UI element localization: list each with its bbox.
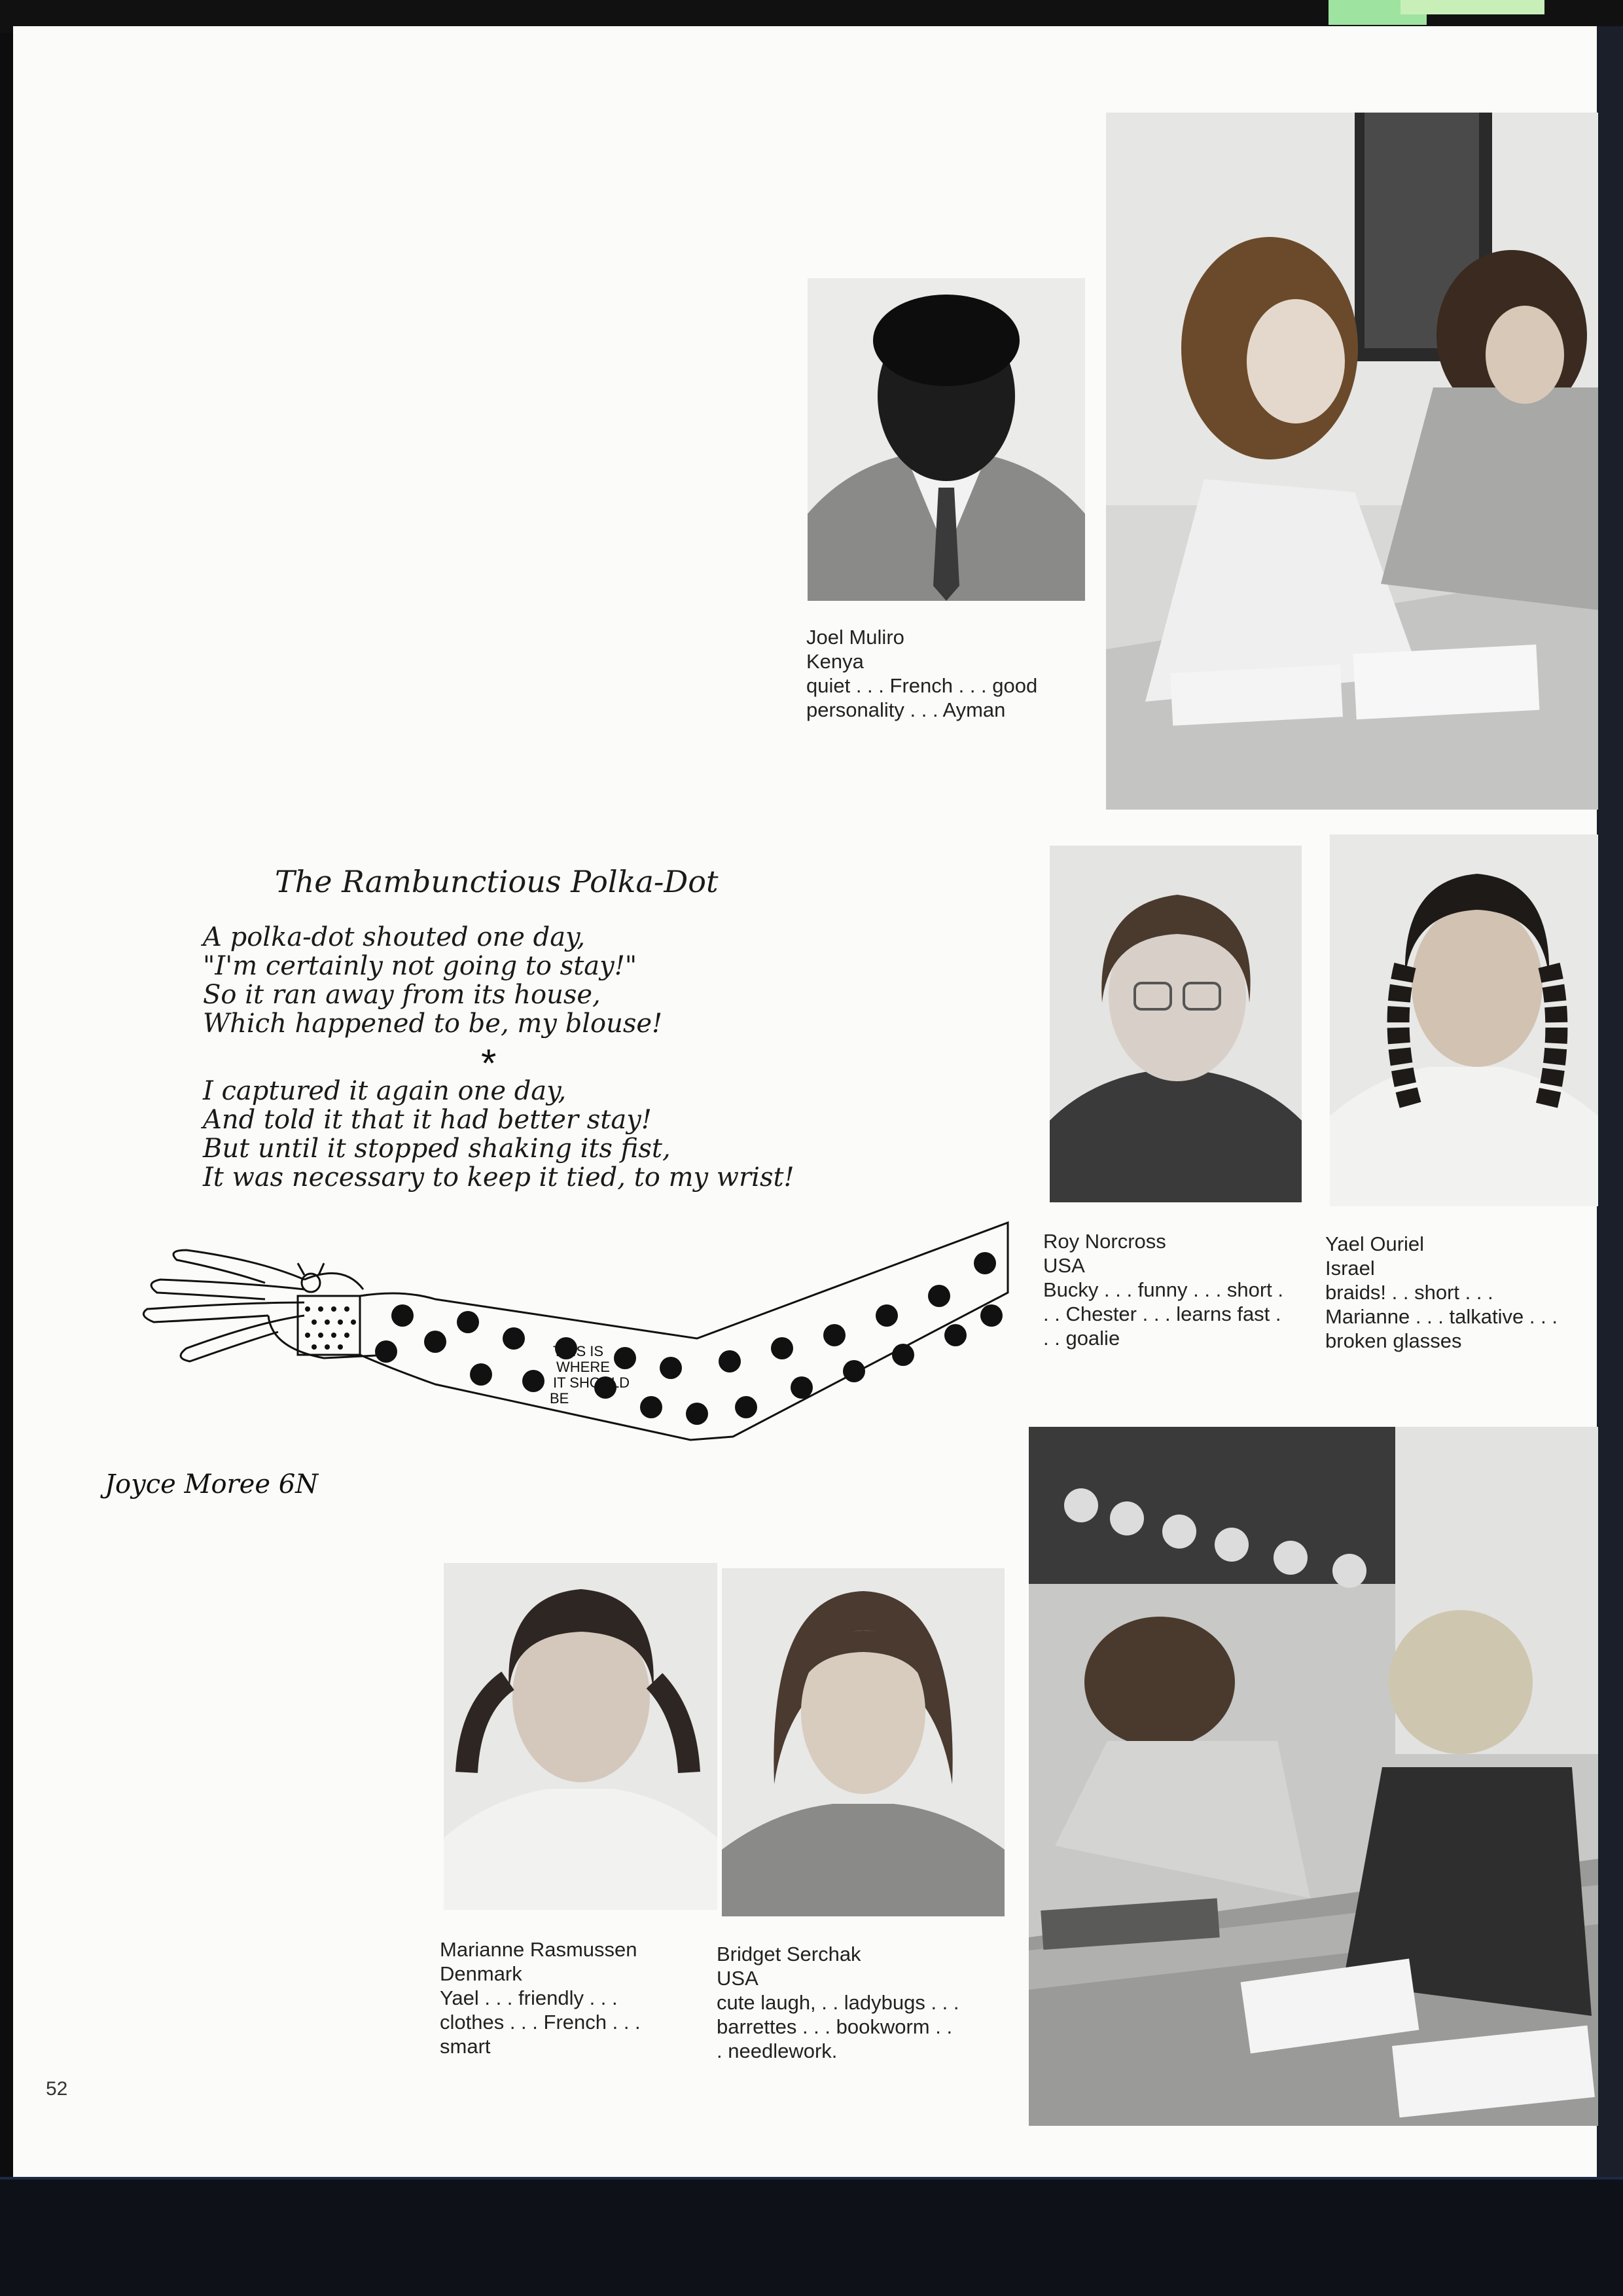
student-notes: . . goalie xyxy=(1043,1327,1120,1350)
caption-yael-ouriel xyxy=(1325,1232,1558,1353)
student-notes: smart xyxy=(440,2035,491,2058)
poem-line: I captured it again one day, xyxy=(203,1076,567,1106)
portrait-yael-ouriel xyxy=(1330,834,1598,1206)
poem-stanza-2 xyxy=(203,1077,962,1192)
student-notes: clothes . . . French . . . xyxy=(440,2011,641,2034)
book-binding-edge xyxy=(1597,26,1623,2186)
student-country: Kenya xyxy=(806,650,864,673)
student-notes: personality . . . Ayman xyxy=(806,698,1006,721)
student-name: Bridget Serchak xyxy=(717,1943,861,1965)
student-notes: braids! . . short . . . xyxy=(1325,1281,1493,1304)
student-name: Yael Ouriel xyxy=(1325,1232,1425,1255)
student-notes: . needlework. xyxy=(717,2039,838,2062)
arm-label: THIS IS xyxy=(553,1343,604,1359)
poem-line: Which happened to be, my blouse! xyxy=(203,1009,663,1039)
page-number: 52 xyxy=(46,2078,68,2100)
student-notes: barrettes . . . bookworm . . xyxy=(717,2015,953,2038)
caption-bridget-serchak xyxy=(717,1942,959,2063)
portrait-bridget-serchak xyxy=(722,1568,1005,1916)
poem-stanza-1 xyxy=(203,923,962,1038)
poem-line: So it ran away from its house, xyxy=(203,980,601,1010)
classroom-photo-boys-writing xyxy=(1029,1427,1598,2126)
poem-line: A polka-dot shouted one day, xyxy=(203,922,586,952)
poem-line: But until it stopped shaking its fist, xyxy=(203,1134,671,1164)
poem-line: And told it that it had better stay! xyxy=(203,1105,652,1135)
arm-label: BE xyxy=(550,1390,569,1407)
caption-joel-muliro xyxy=(806,625,1037,722)
student-name: Roy Norcross xyxy=(1043,1230,1166,1253)
classroom-photo-girls-writing xyxy=(1106,113,1598,810)
student-country: USA xyxy=(717,1967,758,1990)
arm-label: IT SHOULD xyxy=(553,1374,630,1391)
student-name: Joel Muliro xyxy=(806,626,904,649)
student-notes: Marianne . . . talkative . . . xyxy=(1325,1305,1558,1328)
tab-marker-secondary xyxy=(1400,0,1544,14)
student-notes: quiet . . . French . . . good xyxy=(806,674,1038,697)
student-notes: . . Chester . . . learns fast . xyxy=(1043,1302,1281,1325)
student-notes: Yael . . . friendly . . . xyxy=(440,1986,618,2009)
student-notes: Bucky . . . funny . . . short . xyxy=(1043,1278,1283,1301)
scan-bottom-shadow xyxy=(0,2179,1623,2296)
portrait-marianne-rasmussen xyxy=(444,1563,717,1910)
poem-title: The Rambunctious Polka-Dot xyxy=(275,864,719,899)
poem-line: It was necessary to keep it tied, to my wrist! xyxy=(203,1162,794,1193)
arm-label: WHERE xyxy=(556,1359,610,1375)
student-notes: broken glasses xyxy=(1325,1329,1462,1352)
polka-dot-arm-drawing xyxy=(128,1217,1011,1466)
caption-marianne-rasmussen xyxy=(440,1937,641,2058)
student-country: Denmark xyxy=(440,1962,522,1985)
poem-line: "I'm certainly not going to stay!" xyxy=(203,951,637,981)
student-name: Marianne Rasmussen xyxy=(440,1938,637,1961)
student-country: Israel xyxy=(1325,1257,1375,1280)
student-country: USA xyxy=(1043,1254,1085,1277)
artist-signature: Joyce Moree 6N xyxy=(105,1469,319,1499)
portrait-joel-muliro xyxy=(808,278,1085,601)
student-notes: cute laugh, . . ladybugs . . . xyxy=(717,1991,959,2014)
caption-roy-norcross xyxy=(1043,1229,1283,1350)
poem-divider: * xyxy=(481,1041,497,1085)
portrait-roy-norcross xyxy=(1050,846,1302,1202)
